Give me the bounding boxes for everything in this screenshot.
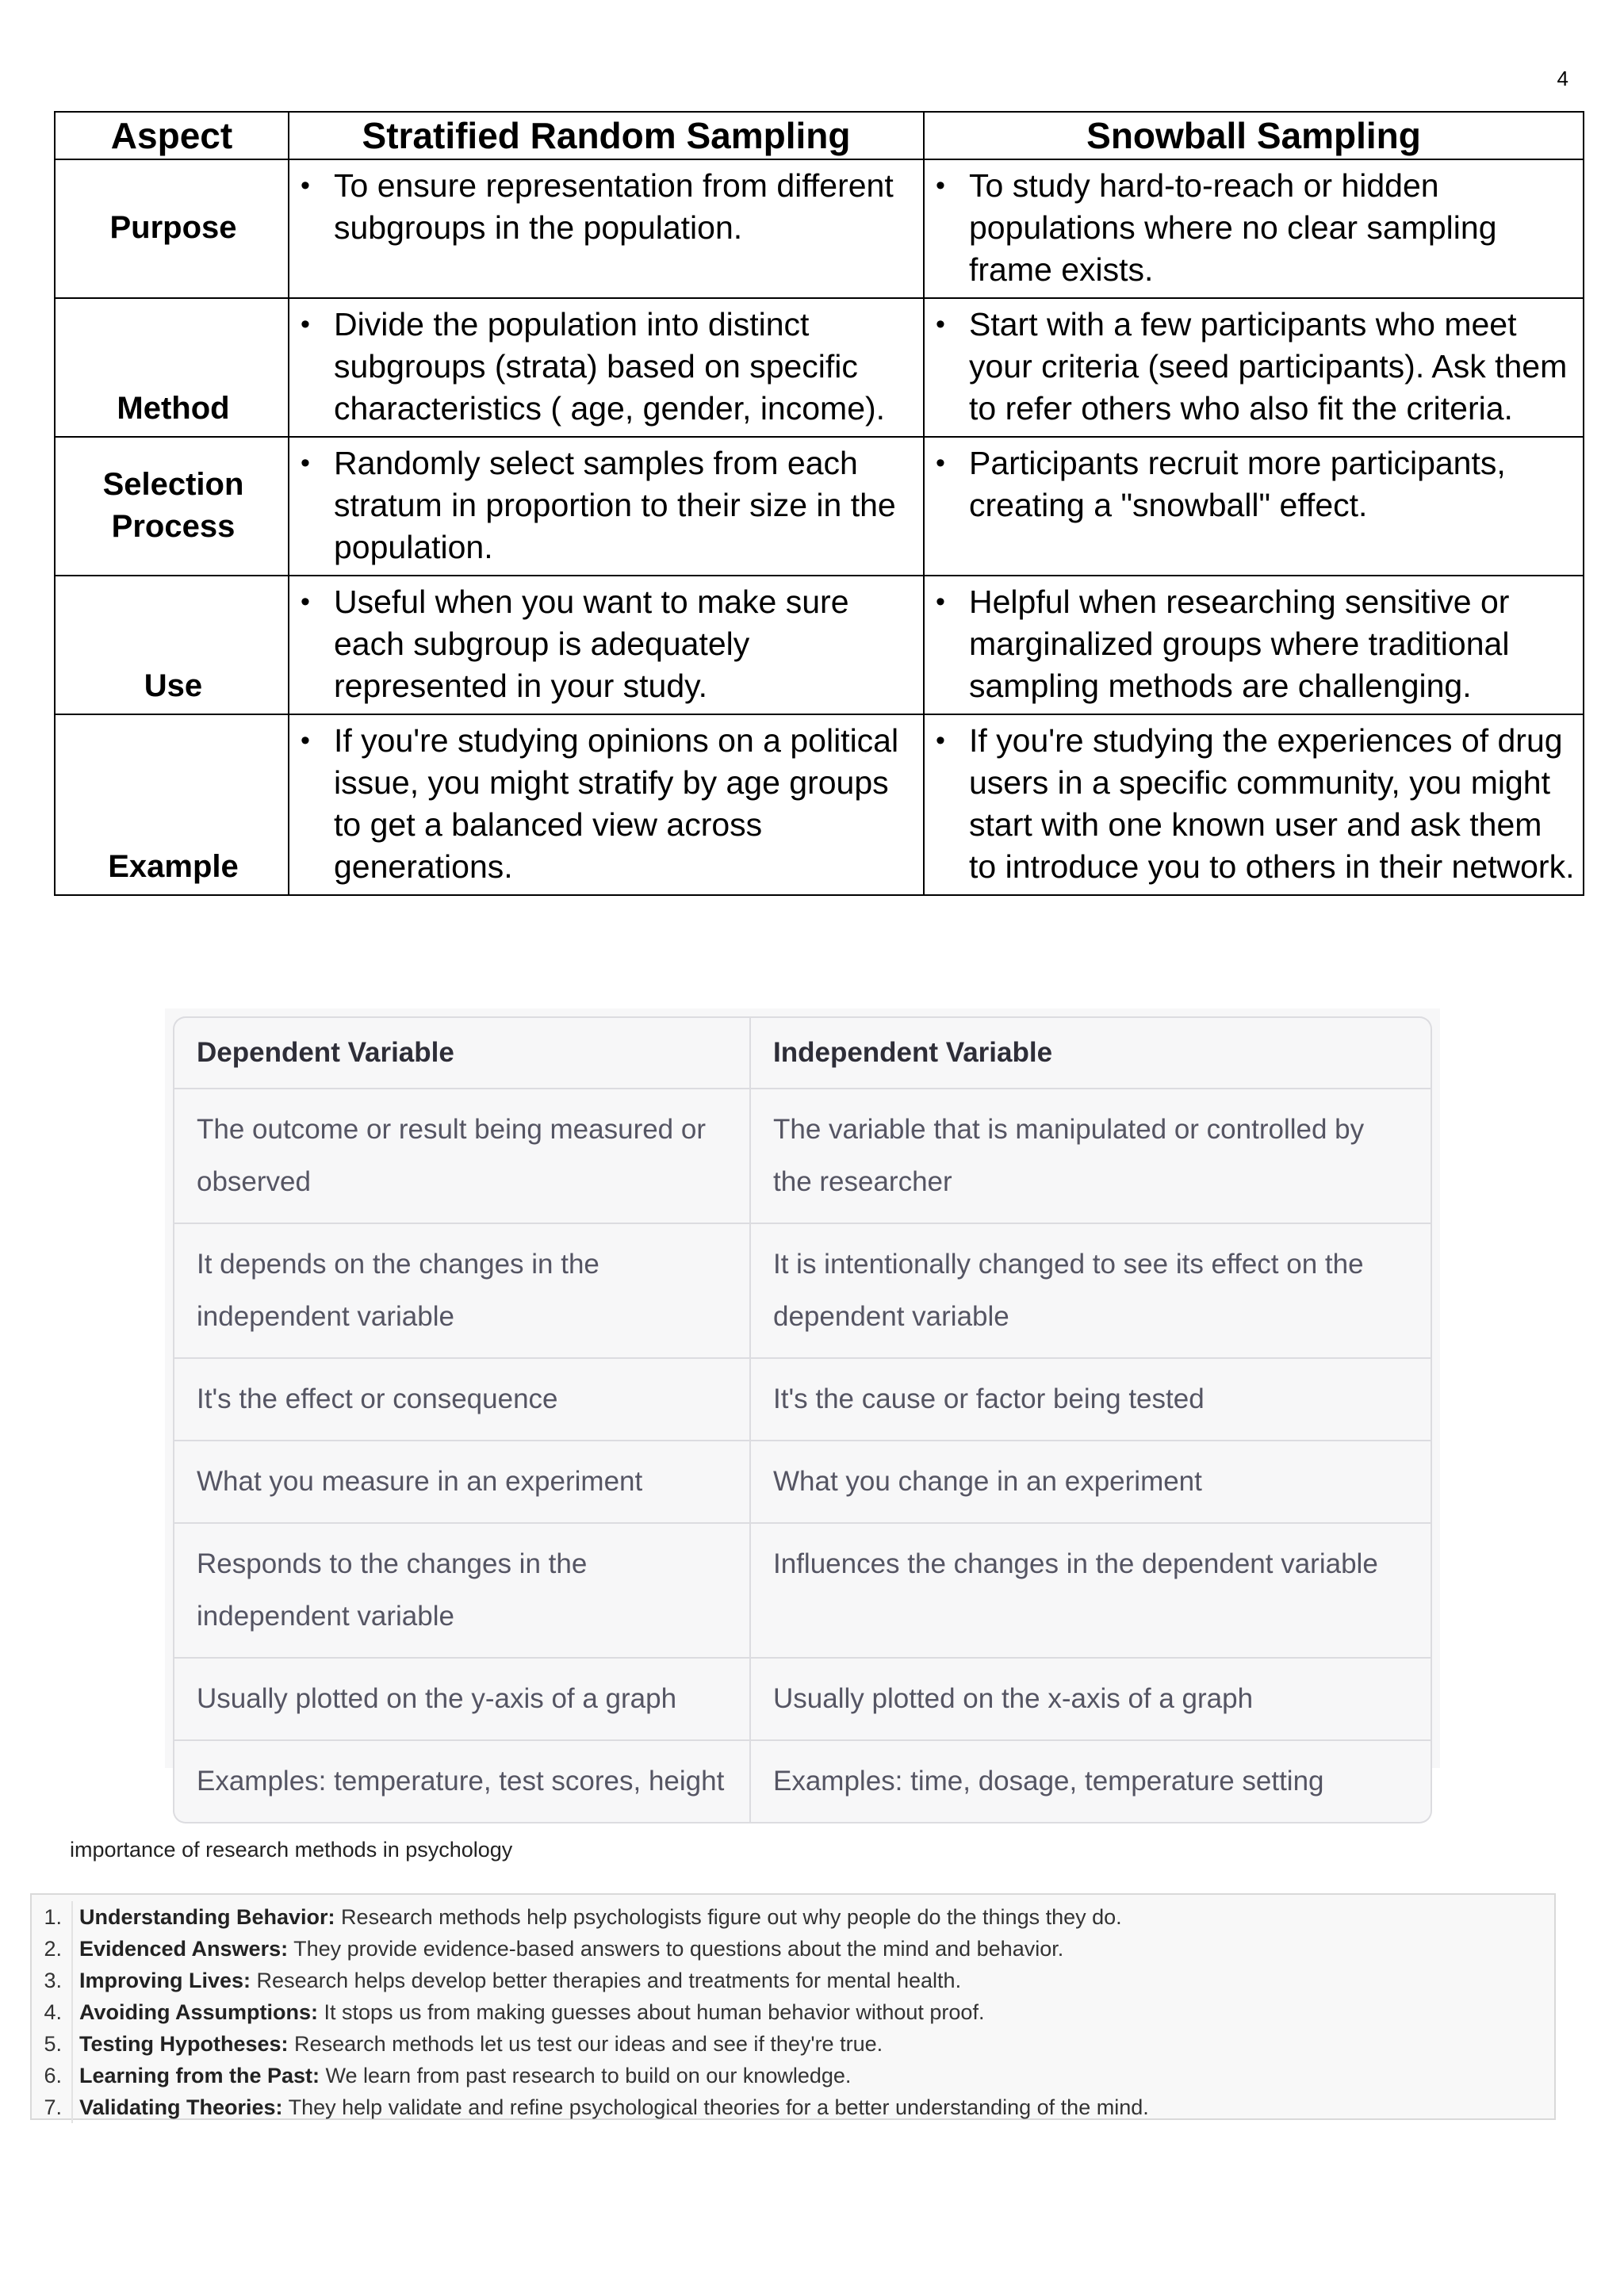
aspect-cell: Method	[55, 298, 289, 437]
list-item	[32, 1965, 1554, 1996]
dependent-cell: The outcome or result being measured or observed	[174, 1089, 750, 1223]
aspect-cell: Example	[55, 714, 289, 895]
dependent-cell: Responds to the changes in the independent variable	[174, 1523, 750, 1658]
dependent-cell: What you measure in an experiment	[174, 1441, 750, 1523]
list-text: We learn from past research to build on our knowledge.	[320, 2064, 852, 2087]
bullet-icon: •	[936, 448, 945, 478]
importance-list-box	[30, 1893, 1556, 2120]
independent-cell: What you change in an experiment	[750, 1441, 1431, 1523]
variable-comparison-panel	[165, 1008, 1440, 1797]
table-row	[174, 1523, 1431, 1658]
dependent-cell: It's the effect or consequence	[174, 1358, 750, 1441]
dependent-cell: Examples: temperature, test scores, height	[174, 1740, 750, 1822]
table-row	[174, 1441, 1431, 1523]
aspect-cell: Selection Process	[55, 437, 289, 576]
header-independent: Independent Variable	[750, 1018, 1431, 1089]
stratified-cell	[289, 298, 924, 437]
bullet-icon: •	[301, 170, 310, 201]
list-number: 3.	[44, 1969, 62, 1992]
table-row	[174, 1223, 1431, 1358]
cell-text: Start with a few participants who meet your criteria (seed participants). Ask them to refer others who also fit the criteria.	[969, 306, 1568, 427]
header-dependent: Dependent Variable	[174, 1018, 750, 1089]
table-row	[174, 1358, 1431, 1441]
snowball-cell	[924, 437, 1584, 576]
list-term: Improving Lives:	[79, 1969, 251, 1992]
table-header-row	[174, 1018, 1431, 1089]
variable-comparison-table	[174, 1018, 1431, 1822]
list-number: 7.	[44, 2095, 62, 2119]
list-number: 1.	[44, 1905, 62, 1929]
stratified-cell	[289, 576, 924, 714]
table-row	[174, 1089, 1431, 1223]
list-number: 2.	[44, 1937, 62, 1961]
snowball-cell	[924, 714, 1584, 895]
list-text: Research helps develop better therapies and treatments for mental health.	[251, 1969, 962, 1992]
cell-text: If you're studying opinions on a political issue, you might stratify by age groups to get a balanced view across generations.	[334, 722, 899, 885]
cell-text: Divide the population into distinct subgroups (strata) based on specific characteristics ( age, gender, income).	[334, 306, 886, 427]
independent-cell: Influences the changes in the dependent variable	[750, 1523, 1431, 1658]
independent-cell: It's the cause or factor being tested	[750, 1358, 1431, 1441]
list-item	[32, 1933, 1554, 1965]
bullet-icon: •	[936, 725, 945, 756]
stratified-cell	[289, 714, 924, 895]
list-text: It stops us from making guesses about human behavior without proof.	[318, 2000, 985, 2024]
list-item	[32, 2091, 1554, 2123]
dependent-cell: Usually plotted on the y-axis of a graph	[174, 1658, 750, 1740]
table-row	[55, 437, 1584, 576]
list-number: 5.	[44, 2032, 62, 2056]
list-item	[32, 2060, 1554, 2091]
cell-text: Randomly select samples from each stratum in proportion to their size in the population.	[334, 445, 896, 565]
bullet-icon: •	[301, 309, 310, 339]
snowball-cell	[924, 298, 1584, 437]
list-item	[32, 1996, 1554, 2028]
dependent-cell: It depends on the changes in the independent variable	[174, 1223, 750, 1358]
cell-text: To study hard-to-reach or hidden populations where no clear sampling frame exists.	[969, 167, 1497, 288]
list-item	[32, 2028, 1554, 2060]
importance-list	[32, 1901, 1554, 2123]
list-number: 6.	[44, 2064, 62, 2087]
header-snowball: Snowball Sampling	[924, 112, 1584, 159]
list-item	[32, 1901, 1554, 1933]
cell-text: If you're studying the experiences of drug users in a specific community, you might start with one known user and ask them to introduce you to others in their network.	[969, 722, 1575, 885]
cell-text: Participants recruit more participants, creating a "snowball" effect.	[969, 445, 1506, 523]
bullet-icon: •	[936, 309, 945, 339]
independent-cell: Examples: time, dosage, temperature setting	[750, 1740, 1431, 1822]
stratified-cell	[289, 437, 924, 576]
list-term: Evidenced Answers:	[79, 1937, 289, 1961]
table-row	[55, 159, 1584, 298]
table-row	[55, 576, 1584, 714]
table-header-row	[55, 112, 1584, 159]
bullet-icon: •	[301, 725, 310, 756]
table-row	[55, 714, 1584, 895]
list-text: Research methods let us test our ideas and see if they're true.	[288, 2032, 883, 2056]
snowball-cell	[924, 576, 1584, 714]
list-term: Avoiding Assumptions:	[79, 2000, 318, 2024]
table-row	[55, 298, 1584, 437]
cell-text: Helpful when researching sensitive or marginalized groups where traditional sampling methods are challenging.	[969, 584, 1510, 704]
bullet-icon: •	[301, 587, 310, 617]
table-row	[174, 1740, 1431, 1822]
page-number: 4	[1557, 67, 1568, 90]
importance-heading: importance of research methods in psychology	[70, 1838, 513, 1862]
list-term: Validating Theories:	[79, 2095, 283, 2119]
header-aspect: Aspect	[55, 112, 289, 159]
list-text: Research methods help psychologists figure out why people do the things they do.	[335, 1905, 1122, 1929]
cell-text: To ensure representation from different subgroups in the population.	[334, 167, 894, 246]
list-number: 4.	[44, 2000, 62, 2024]
list-term: Testing Hypotheses:	[79, 2032, 289, 2056]
independent-cell: It is intentionally changed to see its effect on the dependent variable	[750, 1223, 1431, 1358]
header-stratified: Stratified Random Sampling	[289, 112, 924, 159]
list-text: They provide evidence-based answers to questions about the mind and behavior.	[288, 1937, 1064, 1961]
independent-cell: Usually plotted on the x-axis of a graph	[750, 1658, 1431, 1740]
list-term: Understanding Behavior:	[79, 1905, 335, 1929]
aspect-cell: Purpose	[55, 159, 289, 298]
aspect-cell: Use	[55, 576, 289, 714]
list-text: They help validate and refine psychological theories for a better understanding of the mind.	[282, 2095, 1149, 2119]
bullet-icon: •	[301, 448, 310, 478]
sampling-comparison-table	[54, 111, 1584, 896]
list-term: Learning from the Past:	[79, 2064, 320, 2087]
bullet-icon: •	[936, 587, 945, 617]
stratified-cell	[289, 159, 924, 298]
cell-text: Useful when you want to make sure each subgroup is adequately represented in your study.	[334, 584, 849, 704]
independent-cell: The variable that is manipulated or controlled by the researcher	[750, 1089, 1431, 1223]
table-row	[174, 1658, 1431, 1740]
bullet-icon: •	[936, 170, 945, 201]
snowball-cell	[924, 159, 1584, 298]
